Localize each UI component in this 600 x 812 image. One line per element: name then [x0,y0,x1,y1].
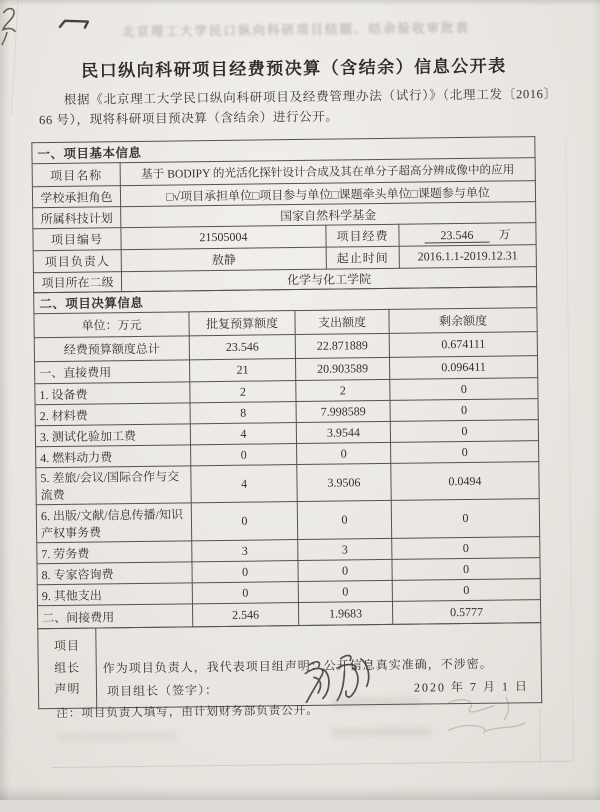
row-budget: 0 [191,502,297,541]
leader-label: 项目负责人 [33,250,121,273]
row-remain: 0 [392,537,540,560]
row-spent: 20.903589 [295,357,389,380]
bleed-through-text-blob [331,697,421,708]
table-row [36,499,539,543]
budget-table [33,286,541,629]
row-label: 8. 专家咨询费 [37,562,192,585]
row-spent: 0 [297,442,391,464]
project-number-label: 项目编号 [33,228,121,251]
row-remain: 0 [391,499,539,539]
row-spent: 0 [298,559,392,581]
row-label: 二、间接费用 [37,604,192,629]
col-header-unit: 单位：万元 [34,312,189,338]
basic-info-table [31,136,537,293]
signature-handwriting [297,646,390,703]
row-label: 9. 其他支出 [37,583,192,606]
row-spent: 0 [297,500,391,539]
row-remain: 0.096411 [389,356,537,380]
row-label: 4. 燃料动力费 [36,445,191,468]
funds-unit: 万 [498,227,511,242]
row-label: 5. 差旅/会议/国际合作与交流费 [36,466,191,505]
funds-value-cell [399,223,536,247]
row-spent: 22.871889 [295,333,389,358]
period-value: 2016.1.1-2019.12.31 [399,245,536,269]
row-budget: 0 [192,582,298,604]
row-budget: 8 [190,402,296,424]
row-remain: 0 [390,378,538,401]
row-label: 6. 出版/文献/信息传播/知识产权事务费 [36,503,191,543]
row-spent: 3.9506 [297,463,391,501]
document-intro: 根据《北京理工大学民口纵向科研项目及经费管理办法（试行）》（北理工发〔2016〕66 号），现将科研项目预决算（含结余）进行公开。 [38,86,557,128]
row-remain: 0.0494 [391,462,539,501]
row-label: 一、直接费用 [35,360,190,384]
row-budget: 2.546 [192,603,298,627]
footer-note: 注：项目负责人填写，由计划财务部负责公开。 [56,704,319,721]
row-label: 3. 测试化验加工费 [35,424,190,447]
row-spent: 2 [296,379,390,401]
funds-amount: 23.546 [424,228,489,244]
form-tables [31,136,541,709]
role-checkboxes: □√项目承担单位□项目参与单位□课题牵头单位□课题参与单位 [120,181,535,207]
bleed-through-title: 北京理工大学民口纵向科研项目结题、结余验收审批表 [121,20,471,40]
document-title: 民口纵向科研项目经费预决算（含结余）信息公开表 [81,56,507,81]
row-label: 经费预算额度总计 [34,336,189,362]
section2-header: 二、项目决算信息 [34,287,537,314]
section1-header: 一、项目基本信息 [32,137,535,164]
row-remain: 0.674111 [389,332,537,358]
row-label: 7. 劳务费 [37,541,192,564]
declaration-label-line: 组长 [54,660,81,675]
program-value: 国家自然科学基金 [121,202,536,228]
row-budget: 21 [189,359,295,382]
college-label: 项目所在二级 [33,272,121,293]
row-remain: 0 [391,441,539,464]
row-budget: 4 [190,423,296,445]
table-row [36,462,539,505]
college-value: 化学与化工学院 [121,267,536,292]
project-name-value: 基于 BODIPY 的光活化探针设计合成及其在单分子超高分辨成像中的应用 [120,158,535,186]
row-remain: 0 [390,399,538,422]
row-remain: 0 [392,558,540,581]
declaration-label [38,628,97,709]
bleed-through-text-blob [332,726,432,737]
declaration-label-line: 项目 [53,638,81,654]
leader-value: 敖静 [121,247,326,272]
row-label: 2. 材料费 [35,403,190,426]
row-remain: 0 [390,420,538,443]
row-spent: 7.998589 [296,400,390,422]
declaration-label-line: 声明 [54,682,81,697]
project-name-label: 项目名称 [32,163,120,187]
bleed-through-handwriting [436,689,547,760]
row-spent: 3 [298,538,392,560]
row-remain: 0 [392,579,540,602]
row-budget: 2 [190,381,296,403]
col-header-budget: 批复预算额度 [189,311,295,336]
col-header-spent: 支出额度 [295,309,389,334]
period-label: 起止时间 [326,246,399,269]
row-remain: 0.5777 [392,600,540,625]
declaration-date: 2020 年 7 月 1 日 [413,679,530,695]
bleed-through-line [52,761,572,768]
row-spent: 3.9544 [296,421,390,443]
row-budget: 4 [191,465,297,503]
role-label: 学校承担角色 [32,186,120,208]
declaration-statement: 作为项目负责人，我代表项目组声明：公开信息真实准确，不涉密。 [102,656,493,676]
row-spent: 1.9683 [298,601,392,625]
row-label: 1. 设备费 [35,382,190,405]
col-header-remain: 剩余额度 [389,308,537,334]
row-spent: 0 [298,580,392,602]
row-budget: 0 [191,444,297,466]
row-budget: 3 [192,540,298,562]
row-budget: 0 [192,561,298,583]
paper-edge-shadow [565,139,574,764]
row-budget: 23.546 [189,335,295,360]
sign-label: 项目组长（签字）： [106,683,219,699]
project-number-value: 21505004 [121,225,326,250]
bleed-through-text-blob [57,732,177,742]
program-label: 所属科技计划 [33,207,121,229]
funds-label: 项目经费 [326,224,399,247]
